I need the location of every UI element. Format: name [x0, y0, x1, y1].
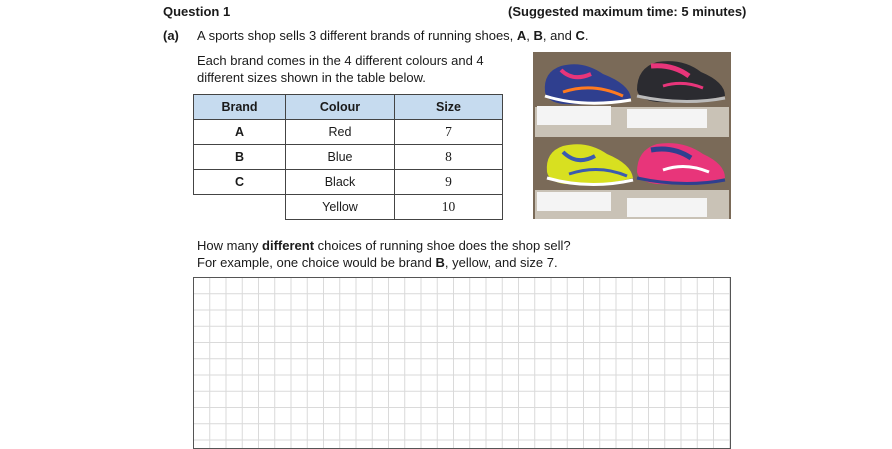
intro-prefix: A sports shop sells 3 different brands of running shoes,	[197, 28, 517, 43]
para-line: different sizes shown in the table below.	[197, 70, 426, 85]
header-colour: Colour	[286, 95, 395, 120]
brand-b-ref: B	[533, 28, 543, 43]
header-size: Size	[395, 95, 503, 120]
question-emphasis: different	[262, 238, 315, 253]
answer-grid-area[interactable]	[193, 277, 731, 449]
header-brand: Brand	[194, 95, 286, 120]
question-text	[197, 237, 571, 271]
part-label: (a)	[163, 28, 179, 43]
size-cell: 8	[395, 145, 503, 170]
question-title: Question 1	[163, 4, 231, 19]
colour-cell: Blue	[286, 145, 395, 170]
options-table	[193, 94, 503, 220]
table-header-row	[194, 95, 503, 120]
table-row	[194, 145, 503, 170]
brand-cell: B	[194, 145, 286, 170]
intro-sep: ,	[526, 28, 534, 43]
brand-cell: C	[194, 170, 286, 195]
intro-end: .	[584, 28, 589, 43]
brand-a-ref: A	[516, 28, 527, 43]
price-tag	[537, 106, 611, 125]
table-row	[194, 195, 503, 220]
example-prefix: For example, one choice would be brand	[197, 255, 436, 270]
price-tag	[627, 109, 707, 128]
question-suffix: choices of running shoe does the shop sell?	[314, 238, 571, 253]
table-row	[194, 120, 503, 145]
shoe-shelf-photo	[533, 52, 731, 219]
para-line: Each brand comes in the 4 different colours and 4	[197, 53, 484, 68]
size-cell: 9	[395, 170, 503, 195]
size-cell: 7	[395, 120, 503, 145]
price-tag	[537, 192, 611, 211]
colour-cell: Black	[286, 170, 395, 195]
time-note: (Suggested maximum time: 5 minutes)	[508, 4, 747, 19]
example-suffix: , yellow, and size 7.	[444, 255, 558, 270]
description-paragraph	[197, 52, 517, 86]
price-tag	[627, 198, 707, 217]
example-brand: B	[435, 255, 445, 270]
empty-cell	[194, 195, 286, 220]
question-line	[197, 237, 571, 254]
question-prefix: How many	[197, 238, 263, 253]
example-line	[197, 254, 571, 271]
intro-sep: , and	[542, 28, 576, 43]
brand-cell: A	[194, 120, 286, 145]
size-cell: 10	[395, 195, 503, 220]
brand-c-ref: C	[575, 28, 585, 43]
table-row	[194, 170, 503, 195]
colour-cell: Red	[286, 120, 395, 145]
intro-text	[197, 28, 588, 43]
colour-cell: Yellow	[286, 195, 395, 220]
